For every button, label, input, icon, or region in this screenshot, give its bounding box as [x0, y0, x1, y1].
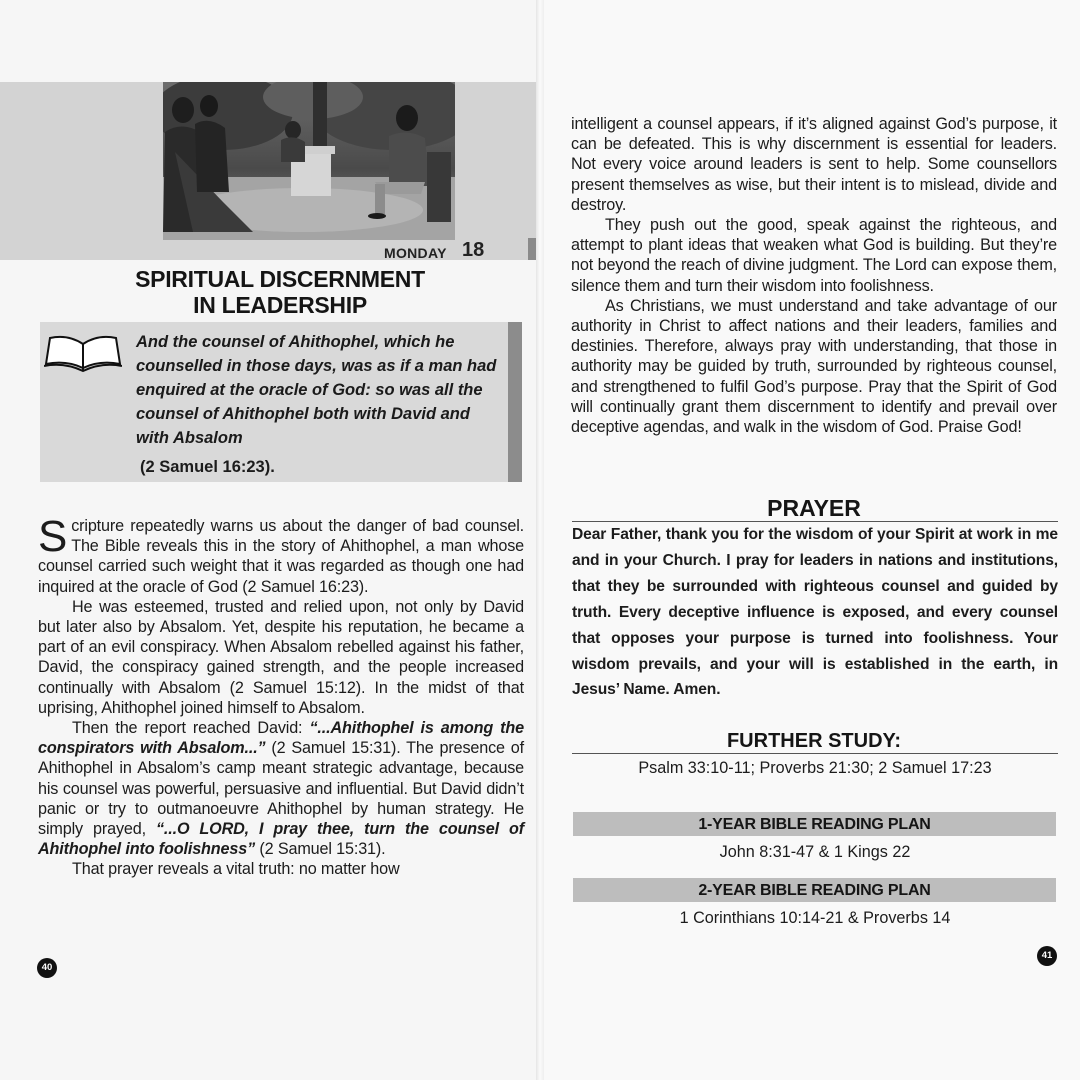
one-year-plan-heading: 1-YEAR BIBLE READING PLAN [573, 812, 1056, 836]
paragraph-3 [38, 718, 524, 859]
page-number-right: 41 [1037, 946, 1057, 966]
day-number: 18 [462, 239, 485, 261]
paragraph-2: He was esteemed, trusted and relied upon, not only by David but later also by Absalom. Yet, despite his reputation, he became a part of an evil conspiracy. When Absalom rebelled against his father, David, the conspiracy gained strength, and the people increased continually with Absalom (2 Samuel 15:12). In the midst of that uprising, Ahithophel joined himself to Absalom. [38, 597, 524, 717]
p3-text-b: (2 Samuel 15:31). The presence of Ahithophel in Absalom’s camp meant strategic advantage, because his counsel was powerful, persuasive and influential. But David didn’t panic or try to outmanoeuvre Ahithophel by human strategy. He simply prayed, [38, 739, 524, 839]
scripture-reference: (2 Samuel 16:23). [140, 458, 275, 476]
prayer-heading: PRAYER [767, 495, 861, 521]
drop-cap: S [38, 512, 68, 561]
one-year-plan-refs: John 8:31-47 & 1 Kings 22 [719, 843, 911, 861]
date-label [370, 238, 540, 262]
right-paragraph-3: As Christians, we must understand and take advantage of our authority in Christ to affect nations and their leaders, families and destinies. Therefore, always pray with understanding, that those in authority may be guided by truth, surrounded by righteous counsel, and strengthened to fulfil God’s purpose. Pray that the Spirit of God will continually grant them discernment to identify and prevail over deceptive agendas, and walk in the wisdom of God. Praise God! [571, 296, 1057, 437]
scripture-box-bar [508, 322, 522, 482]
further-study-rule [572, 753, 1058, 754]
two-year-plan-heading: 2-YEAR BIBLE READING PLAN [573, 878, 1056, 902]
paragraph-1-text: cripture repeatedly warns us about the danger of bad counsel. The Bible reveals this in the story of Ahithophel, a man whose counsel carried such weight that it was regarded as though one had inquired at the oracle of God (2 Samuel 16:23). [38, 517, 524, 596]
further-study-heading: FURTHER STUDY: [726, 730, 902, 752]
p3-text-c: (2 Samuel 15:31). [255, 840, 386, 859]
prayer-text: Dear Father, thank you for the wisdom of your Spirit at work in me and in your Church. I pray for leaders in nations and institutions, that they be surrounded with righteous counsel and guided by truth. Every deceptive influence is exposed, and every counsel that opposes your purpose is turned into foolishness. Your wisdom prevails, and your will is established in the earth, in Jesus’ Name. Amen. [572, 526, 1058, 699]
two-year-plan-refs: 1 Corinthians 10:14-21 & Proverbs 14 [679, 909, 951, 927]
right-paragraph-1: intelligent a counsel appears, if it’s aligned against God’s purpose, it can be defeated. This is why discernment is essential for leaders. Not every voice around leaders is sent to help. Some counsellors present themselves as wise, but their intent is to mislead, divide and destroy. [571, 115, 1057, 214]
devotional-title-line2: IN LEADERSHIP [193, 292, 367, 318]
p3-quote-2: “...O LORD, I pray thee, turn the counsel of Ahithophel into foolishness” [38, 820, 524, 859]
scripture-quote: And the counsel of Ahithophel, which he counselled in those days, was as if a man had enquired at the oracle of God: so was all the counsel of Ahithophel both with David and with Absalom [136, 333, 497, 447]
day-label: MONDAY [384, 245, 447, 261]
devotional-title-line1: SPIRITUAL DISCERNMENT [135, 266, 425, 292]
paragraph-1 [38, 512, 524, 597]
p3-quote-1: “...Ahithophel is among the conspirators with Absalom...” [38, 719, 524, 758]
p3-text-a: Then the report reached David: [72, 719, 310, 738]
further-study-refs: Psalm 33:10-11; Proverbs 21:30; 2 Samuel 17:23 [638, 759, 992, 777]
paragraph-4: That prayer reveals a vital truth: no matter how [72, 860, 400, 879]
right-paragraph-2: They push out the good, speak against the righteous, and attempt to plant ideas that weaken what God is building. But they’re not beyond the reach of divine judgment. The Lord can expose them, silence them and turn their wisdom into foolishness. [571, 216, 1057, 295]
book-gutter [536, 0, 544, 1080]
open-book-icon [44, 330, 122, 374]
page-number-left: 40 [37, 958, 57, 978]
right-body-text [571, 114, 1057, 437]
left-body-text [38, 512, 524, 880]
group-outdoor-photo [163, 82, 455, 240]
